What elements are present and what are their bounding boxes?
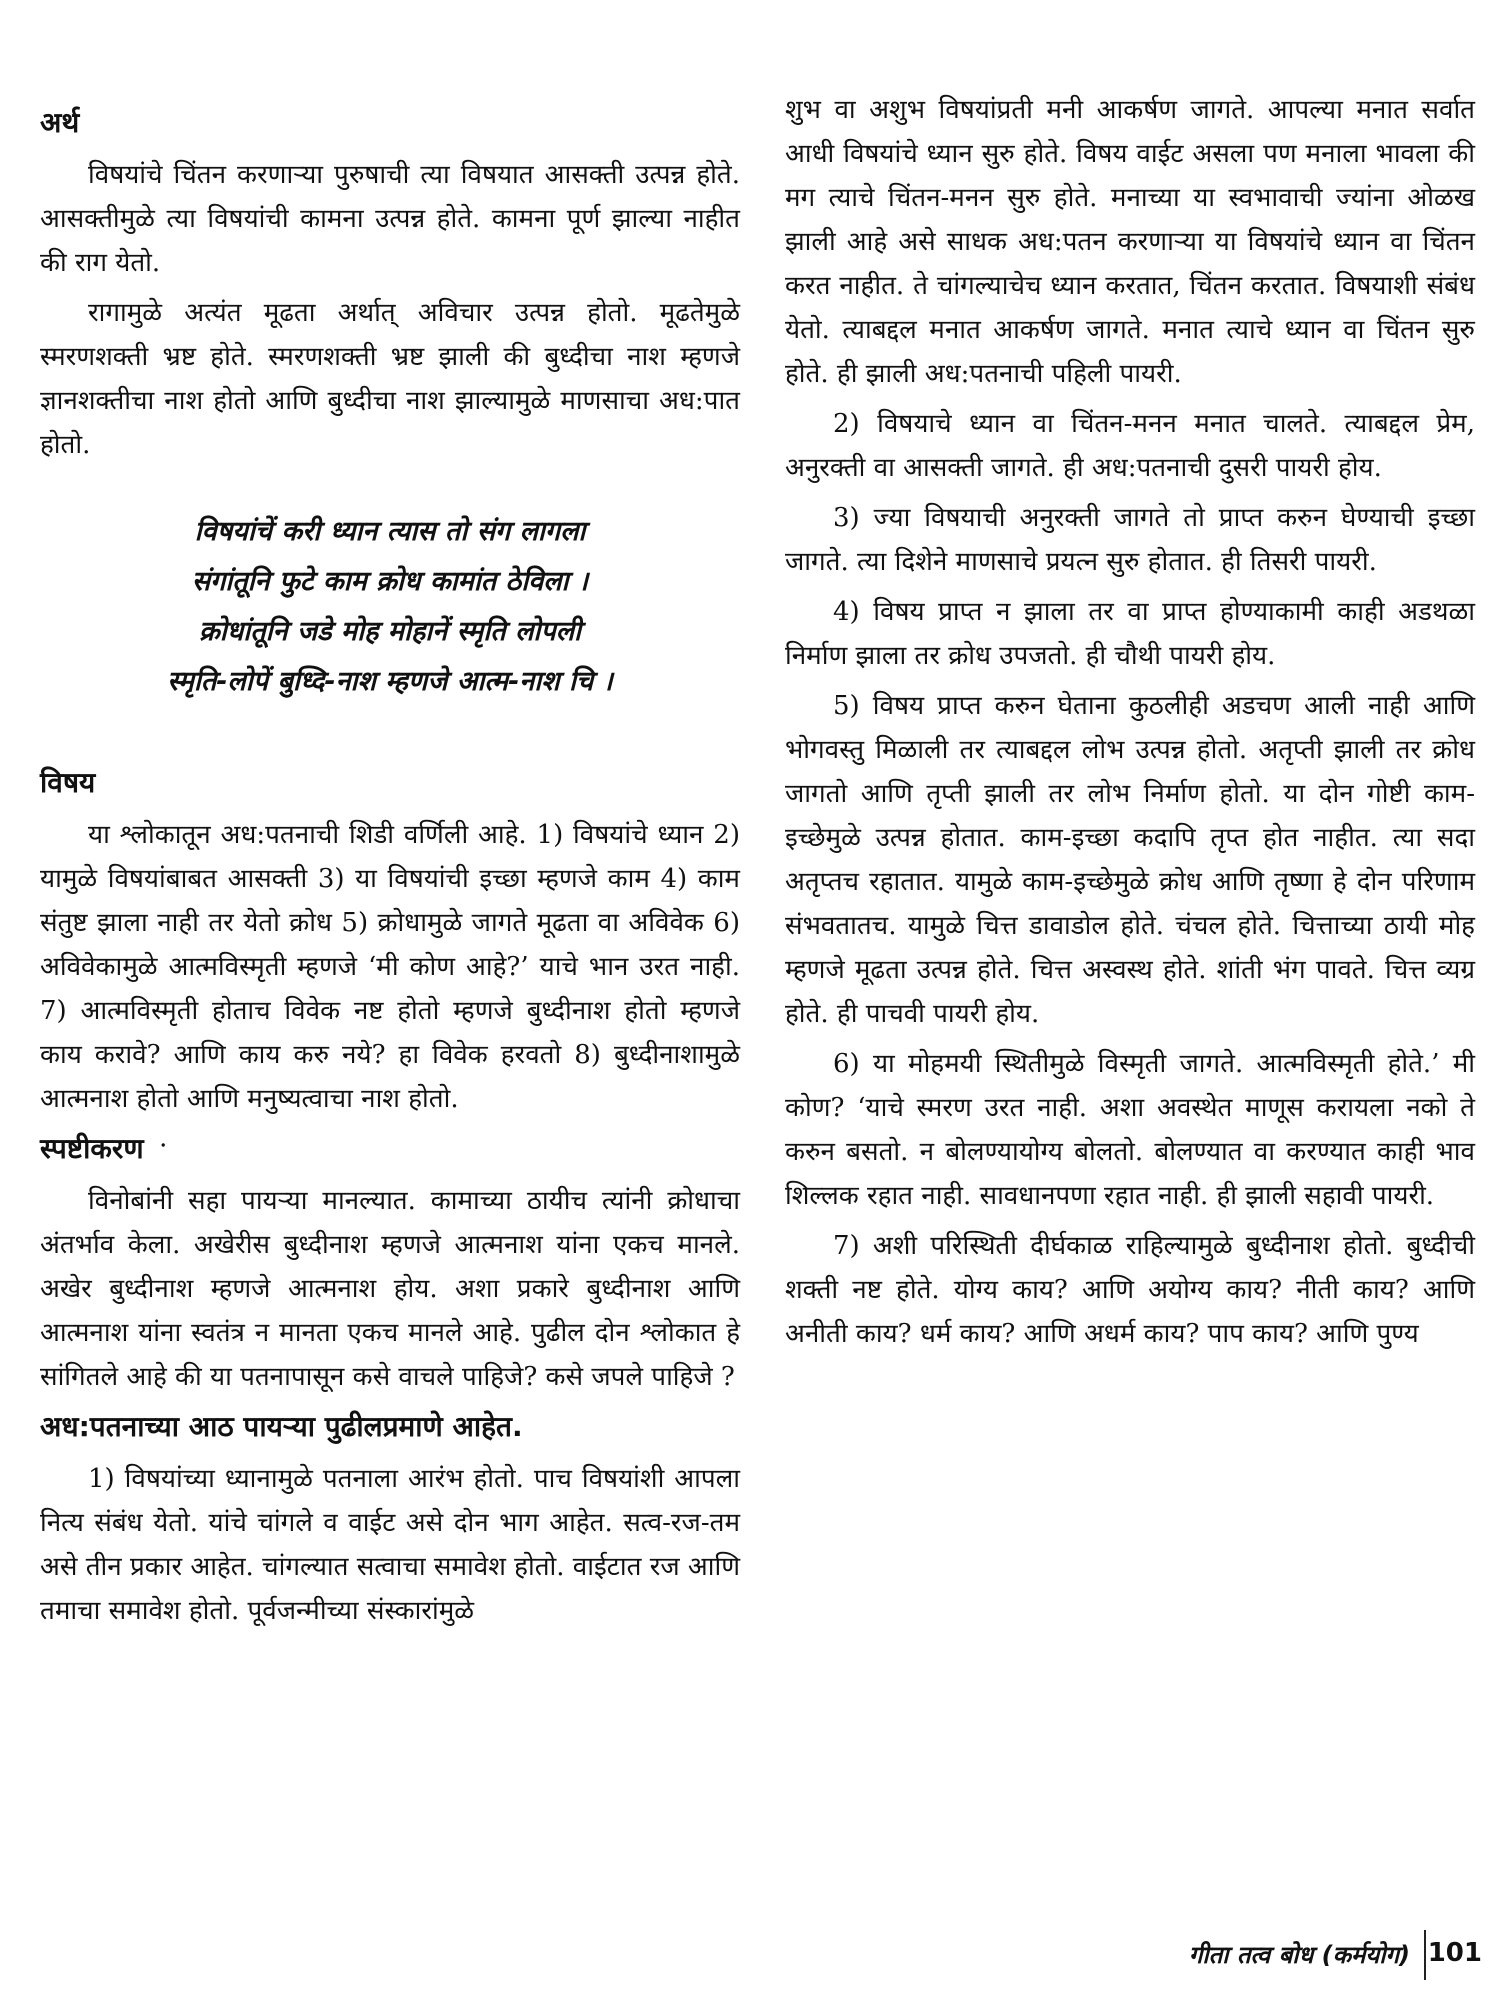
- step-2-paragraph: 2) विषयाचे ध्यान वा चिंतन-मनन मनात चालते. त्याबद्दल प्रेम, अनुरक्ती वा आसक्ती जागते. ही अध:पतनाची दुसरी पायरी होय.: [785, 409, 1475, 483]
- artha-heading: अर्थ: [40, 106, 80, 139]
- footer-book-title: गीता तत्व बोध (कर्मयोग): [1188, 1941, 1410, 1969]
- artha-paragraph-1: विषयांचे चिंतन करणाऱ्या पुरुषाची त्या विषयात आसक्ती उत्पन्न होते. आसक्तीमुळे त्या विषयांची कामना उत्पन्न होते. कामना पूर्ण झाल्या नाहीत की राग येतो.: [40, 160, 740, 278]
- left-column: [40, 95, 740, 1639]
- steps-paragraph-1: 1) विषयांच्या ध्यानामुळे पतनाला आरंभ होतो. पाच विषयांशी आपला नित्य संबंध येतो. यांचे चांगले व वाईट असे दोन भाग आहेत. सत्व-रज-तम असे तीन प्रकार आहेत. चांगल्यात सत्वाचा समावेश होतो. वाईटात रज आणि तमाचा समावेश होतो. पूर्वजन्मीच्या संस्कारांमुळे: [40, 1464, 740, 1626]
- verse-line-2: संगांतूनि फुटे काम क्रोध कामांत ठेविला ।: [191, 566, 589, 597]
- verse-line-3: क्रोधांतूनि जडे मोह मोहानें स्मृति लोपली: [198, 616, 582, 647]
- artha-paragraph-2: रागामुळे अत्यंत मूढता अर्थात् अविचार उत्पन्न होतो. मूढतेमुळे स्मरणशक्ती भ्रष्ट होते. स्मरणशक्ती भ्रष्ट झाली की बुध्दीचा नाश म्हणजे ज्ञानशक्तीचा नाश होतो आणि बुध्दीचा नाश झाल्यामुळे माणसाचा अध:पात होतो.: [40, 298, 740, 460]
- right-column: [785, 88, 1475, 1362]
- vishay-heading: विषय: [40, 766, 96, 799]
- spashtikaran-paragraph: विनोबांनी सहा पायऱ्या मानल्यात. कामाच्या ठायीच त्यांनी क्रोधाचा अंतर्भाव केला. अखेरीस बुध्दीनाश म्हणजे आत्मनाश यांना एकच मानले. अखेर बुध्दीनाश म्हणजे आत्मनाश होय. अशा प्रकारे बुध्दीनाश आणि आत्मनाश यांना स्वतंत्र न मानता एकच मानले आहे. पुढील दोन श्लोकात हे सांगितले आहे की या पतनापासून कसे वाचले पाहिजे? कसे जपले पाहिजे ?: [40, 1186, 740, 1392]
- step-3-paragraph: 3) ज्या विषयाची अनुरक्ती जागते तो प्राप्त करुन घेण्याची इच्छा जागते. त्या दिशेने माणसाचे प्रयत्न सुरु होतात. ही तिसरी पायरी.: [785, 503, 1475, 577]
- step-4-paragraph: 4) विषय प्राप्त न झाला तर वा प्राप्त होण्याकामी काही अडथळा निर्माण झाला तर क्रोध उपजतो. ही चौथी पायरी होय.: [785, 597, 1475, 671]
- page-number: 101: [1427, 1938, 1482, 1968]
- verse-block: [40, 507, 740, 707]
- step-6-paragraph: 6) या मोहमयी स्थितीमुळे विस्मृती जागते. आत्मविस्मृती होते.’ मी कोण? ‘याचे स्मरण उरत नाही. अशा अवस्थेत माणूस करायला नको ते करुन बसतो. न बोलण्यायोग्य बोलतो. बोलण्यात वा करण्यात काही भाव शिल्लक रहात नाही. सावधानपणा रहात नाही. ही झाली सहावी पायरी.: [785, 1049, 1475, 1211]
- footer-divider: [1424, 1930, 1426, 1980]
- spashtikaran-heading: स्पष्टीकरण: [40, 1132, 144, 1165]
- vishay-paragraph: या श्लोकातून अध:पतनाची शिडी वर्णिली आहे. 1) विषयांचे ध्यान 2) यामुळे विषयांबाबत आसक्ती 3) या विषयांची इच्छा म्हणजे काम 4) काम संतुष्ट झाला नाही तर येतो क्रोध 5) क्रोधामुळे जागते मूढता वा अविवेक 6) अविवेकामुळे आत्मविस्मृती म्हणजे ‘मी कोण आहे?’ याचे भान उरत नाही. 7) आत्मविस्मृती होताच विवेक नष्ट होतो म्हणजे बुध्दीनाश होतो म्हणजे काय करावे? आणि काय करु नये? हा विवेक हरवतो 8) बुध्दीनाशामुळे आत्मनाश होतो आणि मनुष्यत्वाचा नाश होतो.: [40, 820, 740, 1114]
- verse-line-1: विषयांचें करी ध्यान त्यास तो संग लागला: [194, 516, 586, 547]
- right-paragraph-1: शुभ वा अशुभ विषयांप्रती मनी आकर्षण जागते. आपल्या मनात सर्वात आधी विषयांचे ध्यान सुरु होते. विषय वाईट असला पण मनाला भावला की मग त्याचे चिंतन-मनन सुरु होते. मनाच्या या स्वभावाची ज्यांना ओळख झाली आहे असे साधक अध:पतन करणाऱ्या या विषयांचे ध्यान वा चिंतन करत नाहीत. ते चांगल्याचेच ध्यान करतात, चिंतन करतात. विषयाशी संबंध येतो. त्याबद्दल मनात आकर्षण जागते. मनात त्याचे ध्यान वा चिंतन सुरु होते. ही झाली अध:पतनाची पहिली पायरी.: [785, 95, 1475, 389]
- spashtikaran-heading-row: [40, 1129, 740, 1167]
- spashtikaran-mark: ॱ: [159, 1139, 167, 1164]
- step-5-paragraph: 5) विषय प्राप्त करुन घेताना कुठलीही अडचण आली नाही आणि भोगवस्तु मिळाली तर त्याबद्दल लोभ उत्पन्न होतो. अतृप्ती झाली तर क्रोध जागतो आणि तृप्ती झाली तर लोभ निर्माण होतो. या दोन गोष्टी काम-इच्छेमुळे उत्पन्न होतात. काम-इच्छा कदापि तृप्त होत नाहीत. त्या सदा अतृप्तच रहातात. यामुळे काम-इच्छेमुळे क्रोध आणि तृष्णा हे दोन परिणाम संभवतातच. यामुळे चित्त डावाडोल होते. चंचल होते. चित्ताच्या ठायी मोह म्हणजे मूढता उत्पन्न होते. चित्त अस्वस्थ होते. शांती भंग पावते. चित्त व्यग्र होते. ही पाचवी पायरी होय.: [785, 691, 1475, 1029]
- page-footer: [1060, 1930, 1490, 1980]
- step-7-paragraph: 7) अशी परिस्थिती दीर्घकाळ राहिल्यामुळे बुध्दीनाश होतो. बुध्दीची शक्ती नष्ट होते. योग्य काय? आणि अयोग्य काय? नीती काय? आणि अनीती काय? धर्म काय? आणि अधर्म काय? पाप काय? आणि पुण्य: [785, 1231, 1475, 1349]
- steps-heading: अध:पतनाच्या आठ पायऱ्या पुढीलप्रमाणे आहेत.: [40, 1410, 523, 1443]
- verse-line-4: स्मृति-लोपें बुध्दि-नाश म्हणजे आत्म-नाश चि ।: [167, 666, 613, 697]
